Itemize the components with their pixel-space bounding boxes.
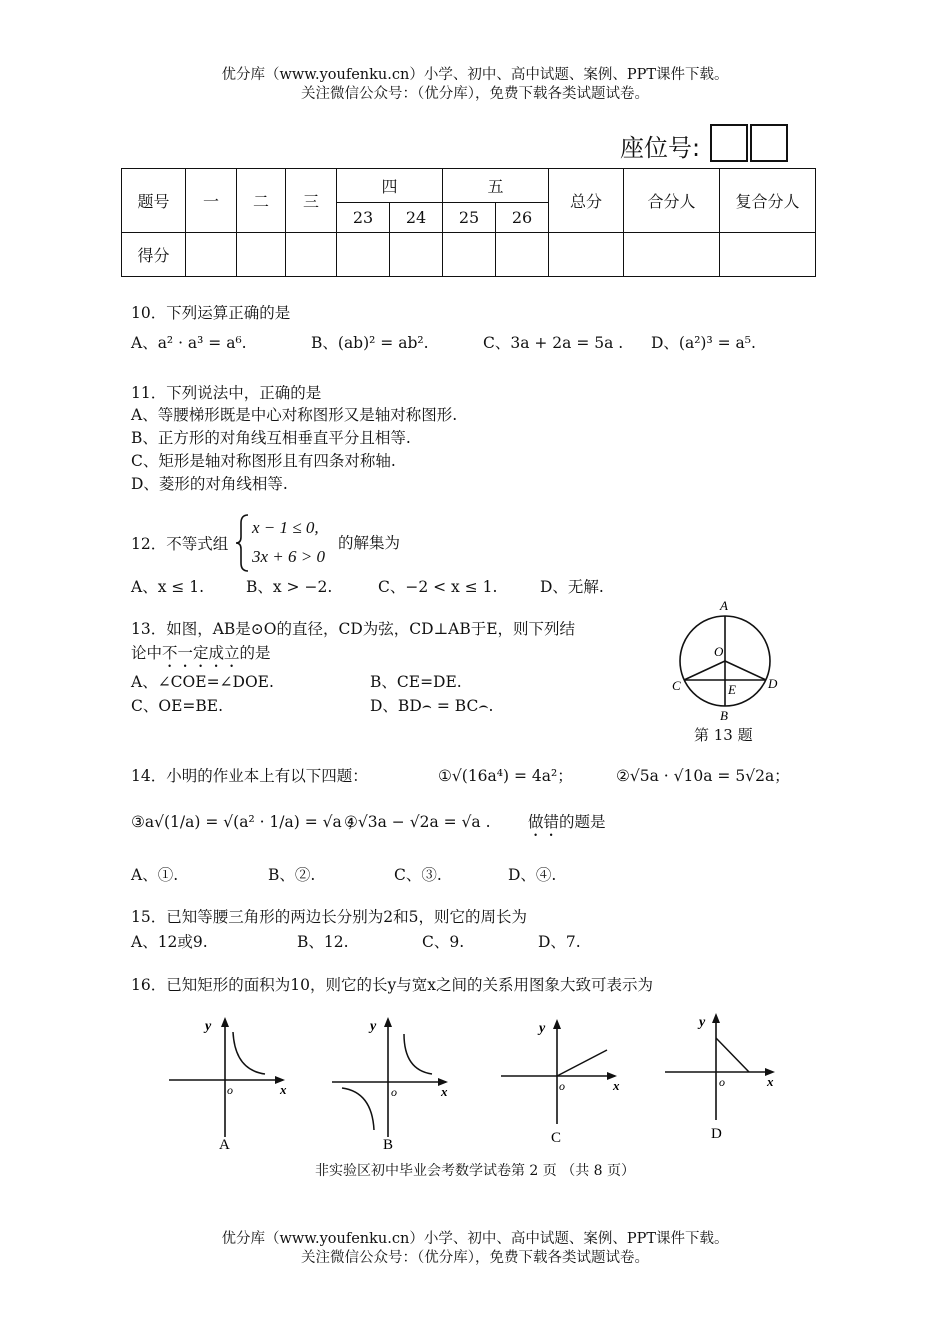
bottom-line-1: 优分库（www.youfenku.cn）小学、初中、高中试题、案例、PPT课件下载。: [221, 1231, 729, 1247]
q16-graph-c: [497, 1012, 627, 1152]
seat-box-2[interactable]: [750, 124, 788, 162]
q14-expr-3: ③a√(1/a) = √(a² · 1/a) = √a ；: [131, 813, 363, 831]
origin-label: o: [559, 1079, 565, 1093]
q16-graph-a: [165, 1012, 295, 1152]
q13-stem-emphasis: 不一定成立: [162, 644, 240, 662]
q12-option-a: A、x ≤ 1.: [131, 578, 205, 596]
q13-stem-line-1: 13．如图，AB是⊙O的直径，CD为弦，CD⊥AB于E，则下列结: [131, 620, 576, 638]
label-o: O: [714, 644, 724, 659]
y-axis-label: y: [539, 1021, 546, 1036]
q16-stem: 16．已知矩形的面积为10，则它的长y与宽x之间的关系用图象大致可表示为: [131, 976, 653, 994]
q13-option-a: A、∠COE=∠DOE.: [131, 673, 274, 691]
graph-letter: A: [219, 1137, 230, 1152]
col-header-2: 二: [237, 169, 286, 233]
q12-brace: [234, 513, 252, 573]
seat-label: 座位号:: [620, 134, 701, 162]
y-axis-label: y: [699, 1015, 706, 1030]
q10-option-b: B、(ab)² = ab².: [311, 334, 429, 352]
q13-stem-line-2: [131, 642, 271, 671]
q14-ask-post: 的题是: [559, 813, 606, 831]
q14-option-a: A、①.: [131, 866, 179, 884]
graph-letter: B: [383, 1137, 394, 1152]
hyperbola-branch: [233, 1032, 265, 1074]
q14-expr-1: ①√(16a⁴) = 4a²；: [438, 767, 573, 785]
q13-option-d: D、BD⌢ = BC⌢.: [370, 697, 494, 715]
origin-label: o: [391, 1085, 397, 1099]
col-header-scorer: 合分人: [624, 169, 720, 233]
q15-option-a: A、12或9.: [131, 933, 208, 951]
q14-ask-emphasis: 错: [543, 813, 560, 831]
sub-header-26: 26: [496, 203, 549, 233]
label-c: C: [672, 678, 681, 693]
hyperbola-branch-lower: [342, 1088, 374, 1130]
y-axis-label: y: [205, 1019, 212, 1034]
q16-graph-b: [328, 1012, 458, 1152]
q14-option-d: D、④.: [508, 866, 557, 884]
q14-ask: [528, 811, 606, 840]
col-header-rechecker: 复合分人: [720, 169, 816, 233]
q10-option-c: C、3a + 2a = 5a .: [483, 334, 624, 352]
col-header-5: 五: [443, 169, 549, 203]
q12-option-c: C、−2 < x ≤ 1.: [378, 578, 498, 596]
q11-option-d: D、菱形的对角线相等.: [131, 475, 288, 493]
label-d: D: [768, 676, 778, 691]
bottom-line-2: 关注微信公众号：（优分库），免费下载各类试题试卷。: [301, 1250, 649, 1266]
col-header-4: 四: [337, 169, 443, 203]
score-cell[interactable]: [549, 233, 624, 277]
header-line-1: 优分库（www.youfenku.cn）小学、初中、高中试题、案例、PPT课件下载。: [221, 67, 729, 83]
graph-letter: D: [711, 1126, 722, 1142]
q15-option-d: D、7.: [538, 933, 581, 951]
label-b: B: [720, 708, 728, 722]
score-cell[interactable]: [337, 233, 390, 277]
label-a: A: [720, 598, 728, 613]
origin-label: o: [227, 1083, 233, 1097]
x-axis-label: x: [441, 1084, 448, 1099]
score-cell[interactable]: [443, 233, 496, 277]
q12-stem-pre: 12．不等式组: [131, 535, 229, 553]
q13-stem-pre: 论中: [131, 644, 163, 662]
col-header-3: 三: [286, 169, 337, 233]
score-cell[interactable]: [720, 233, 816, 277]
x-axis-label: x: [613, 1078, 620, 1093]
q10-option-d: D、(a²)³ = a⁵.: [651, 334, 756, 352]
header-line-2: 关注微信公众号：（优分库），免费下载各类试题试卷。: [301, 86, 649, 102]
q14-expr-2: ②√5a · √10a = 5√2a；: [616, 767, 790, 785]
segment-oc: [684, 661, 725, 680]
score-cell[interactable]: [286, 233, 337, 277]
score-table: [121, 168, 816, 277]
score-cell[interactable]: [186, 233, 237, 277]
score-cell[interactable]: [237, 233, 286, 277]
score-cell[interactable]: [624, 233, 720, 277]
col-header-1: 一: [186, 169, 237, 233]
q14-option-b: B、②.: [268, 866, 316, 884]
q14-stem: 14．小明的作业本上有以下四题：: [131, 767, 368, 785]
sub-header-23: 23: [337, 203, 390, 233]
q16-graph-d: [661, 1008, 791, 1148]
col-header-total: 总分: [549, 169, 624, 233]
y-axis-label: y: [370, 1019, 377, 1034]
q13-caption: 第 13 题: [694, 726, 753, 744]
q14-option-c: C、③.: [394, 866, 442, 884]
linear-line: [557, 1050, 607, 1076]
x-axis-label: x: [280, 1082, 287, 1097]
row-label-question: 题号: [122, 169, 186, 233]
q11-option-c: C、矩形是轴对称图形且有四条对称轴.: [131, 452, 396, 470]
q12-stem-post: 的解集为: [338, 534, 401, 552]
q11-stem: 11．下列说法中，正确的是: [131, 384, 322, 402]
q10-option-a: A、a² · a³ = a⁶.: [131, 334, 247, 352]
decreasing-line: [716, 1038, 749, 1072]
q13-option-c: C、OE=BE.: [131, 697, 224, 715]
segment-od: [725, 661, 766, 680]
sub-header-25: 25: [443, 203, 496, 233]
q15-option-b: B、12.: [297, 933, 349, 951]
graph-letter: C: [551, 1130, 562, 1146]
row-label-score: 得分: [122, 233, 186, 277]
q12-option-d: D、无解.: [540, 578, 604, 596]
q10-stem: 10．下列运算正确的是: [131, 304, 291, 322]
score-cell[interactable]: [390, 233, 443, 277]
origin-label: o: [719, 1075, 725, 1089]
q15-option-c: C、9.: [422, 933, 465, 951]
q11-option-a: A、等腰梯形既是中心对称图形又是轴对称图形.: [131, 406, 458, 424]
seat-box-1[interactable]: [710, 124, 748, 162]
score-cell[interactable]: [496, 233, 549, 277]
q13-stem-post: 的是: [239, 644, 271, 662]
q12-system-line-1: x − 1 ≤ 0,: [252, 518, 319, 537]
label-e: E: [728, 682, 736, 697]
q14-expr-4: ④√3a − √2a = √a .: [344, 813, 491, 831]
q12-system-line-2: 3x + 6 > 0: [252, 547, 325, 566]
q15-stem: 15．已知等腰三角形的两边长分别为2和5，则它的周长为: [131, 908, 527, 926]
sub-header-24: 24: [390, 203, 443, 233]
q13-circle-figure: [664, 598, 788, 722]
page-footer: 非实验区初中毕业会考数学试卷第 2 页 （共 8 页）: [314, 1163, 636, 1179]
q14-ask-pre: 做: [528, 813, 544, 831]
q13-option-b: B、CE=DE.: [370, 673, 462, 691]
q11-option-b: B、正方形的对角线互相垂直平分且相等.: [131, 429, 411, 447]
hyperbola-branch-upper: [404, 1034, 432, 1074]
q12-option-b: B、x > −2.: [246, 578, 333, 596]
x-axis-label: x: [767, 1074, 774, 1089]
